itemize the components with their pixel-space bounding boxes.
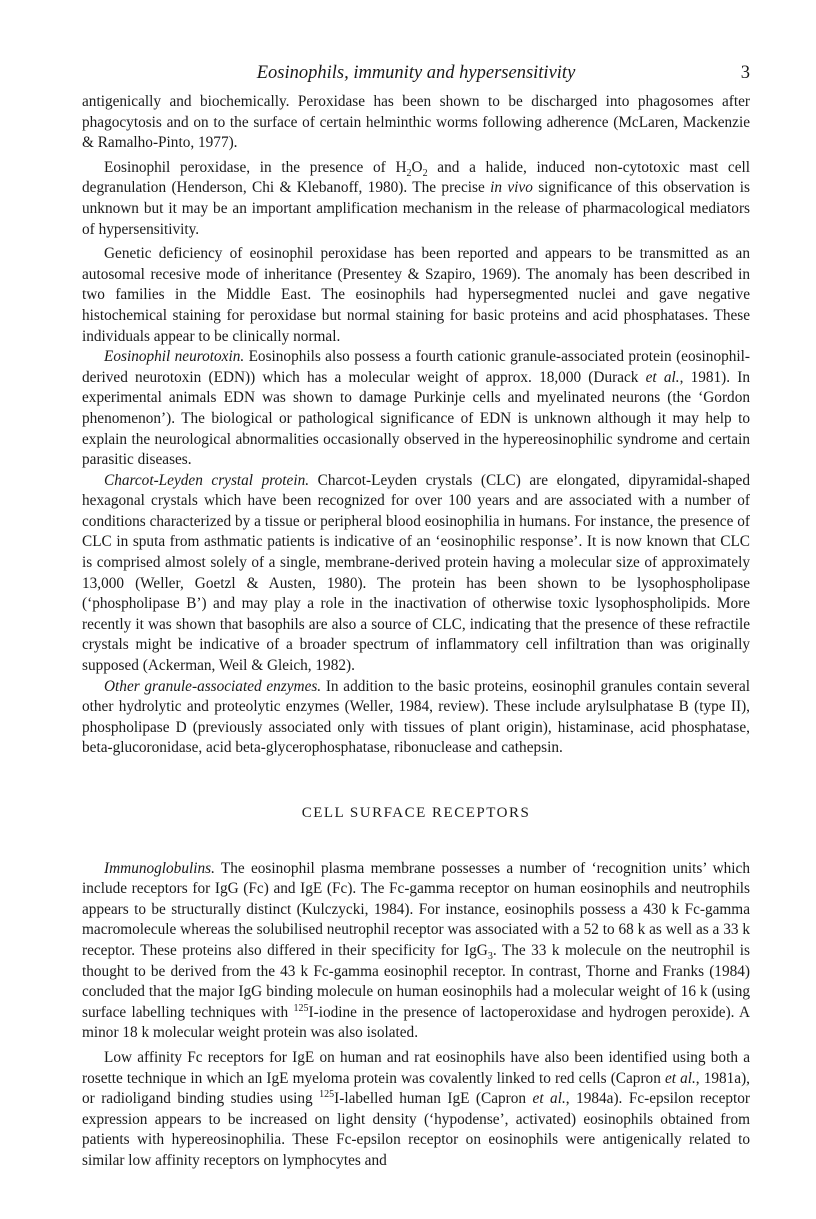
paragraph-ige-receptors: Low affinity Fc receptors for IgE on human and rat eosinophils have also been identified using both a rosette technique in which an IgE myeloma protein was covalently linked to red cells (Capron et al., 1981a), or radioligand binding studies using $^{125}$I-labelled human IgE (Capron et al., 1984a). Fc-epsilon receptor expression appears to be increased on light density (‘hypodense’, activated) eosinophils obtained from patients with hypereosinophilia. These Fc-epsilon receptor on eosinophils were antigenically related to similar low affinity receptors on lymphocytes and bbox=[82, 1048, 751, 1169]
paragraph-1: antigenically and biochemically. Peroxidase has been shown to be discharged into phagosomes after phagocytosis and on to the surface of certain helminthic worms following adherence (McLaren, Mackenzie & Ramalho-Pinto, 1977). bbox=[82, 93, 750, 152]
subheading-charcot-leyden: Charcot-Leyden crystal protein. bbox=[104, 471, 310, 489]
paragraph-immunoglobulins: Immunoglobulins. The eosinophil plasma membrane possesses a number of ‘recognition units’ which include receptors for IgG (Fc) and IgE (Fc). The Fc-gamma receptor on human eosinophils and neutrophils appears to be structurally distinct (Kulczycki, 1984). For instance, eosinophils possess a 430 k Fc-gamma macromolecule whereas the solubilised neutrophil receptor was associated with a 52 to 68 k as well as a 33 k receptor. These proteins also differed in their specificity for IgG$_3$. The 33 k molecule on the neutrophil is thought to be derived from the 43 k Fc-gamma eosinophil receptor. In contrast, Thorne and Franks (1984) concluded that the major IgG binding molecule on human eosinophils had a molecular weight of 16 k (using surface labelling techniques with $^{125}$I-iodine in the presence of lactoperoxidase and hydrogen peroxide). A minor 18 k molecular weight protein was also isolated. bbox=[82, 859, 750, 1042]
subheading-eosinophil-neurotoxin: Eosinophil neurotoxin. bbox=[104, 348, 245, 366]
subheading-immunoglobulins: Immunoglobulins. bbox=[104, 859, 215, 877]
section-heading: CELL SURFACE RECEPTORS bbox=[301, 805, 531, 821]
paragraph-charcot-leyden: Charcot-Leyden crystal protein. Charcot-Leyden crystals (CLC) are elongated, dipyramidal-shaped hexagonal crystals which have been recognized for over 100 years and are associated with a number of conditions characterized by a tissue or peripheral blood eosinophilia in humans. For instance, the presence of CLC in sputa from asthmatic patients is indicative of an ‘eosinophilic response’. It is now known that CLC is comprised almost solely of a single, membrane-derived protein having a molecular size of approximately 13,000 (Weller, Goetzl & Austen, 1980). The protein has been shown to be lysophospholipase (‘phospholipase B’) and may play a role in the inactivation of otherwise toxic lysophospholipids. More recently it was shown that basophils are also a source of CLC, indicating that the presence of these refractile crystals might be indicative of a broader spectrum of inflammatory cell infiltration than was originally supposed (Ackerman, Weil & Gleich, 1982). bbox=[82, 471, 750, 675]
paragraph-granule-enzymes: Other granule-associated enzymes. In addition to the basic proteins, eosinophil granules contain several other hydrolytic and proteolytic enzymes (Weller, 1984, review). These include arylsulphatase B (type II), phospholipase D (previously associated only with tissues of plant origin), histaminase, acid phosphatase, beta-glucoronidase, acid beta-glycerophosphatase, ribonuclease and cathepsin. bbox=[82, 677, 750, 757]
paragraph-3: Genetic deficiency of eosinophil peroxidase has been reported and appears to be transmitted as an autosomal recesive mode of inheritance (Presentey & Szapiro, 1969). The anomaly has been described in two families in the Middle East. The eosinophils had hypersegmented nuclei and gave negative histochemical staining for peroxidase but normal staining for basic proteins and acid phosphatases. These individuals appear to be clinically normal. bbox=[82, 245, 750, 345]
subheading-granule-enzymes: Other granule-associated enzymes. bbox=[104, 677, 322, 695]
paragraph-2: Eosinophil peroxidase, in the presence of $H_2O_2$ and a halide, induced non-cytotoxic mast cell degranulation (Henderson, Chi & Klebanoff, 1980). The precise in vivo significance of this observation is unknown but it may be an important amplification mechanism in the release of pharmacological mediators of hypersensitivity. bbox=[82, 158, 751, 238]
page bbox=[82, 58, 750, 1172]
running-head bbox=[82, 58, 750, 88]
running-title: Eosinophils, immunity and hypersensitivity bbox=[256, 63, 576, 83]
page-number: 3 bbox=[740, 63, 750, 83]
paragraph-eosinophil-neurotoxin: Eosinophil neurotoxin. Eosinophils also possess a fourth cationic granule-associated protein (eosinophil-derived neurotoxin (EDN)) which has a molecular weight of approx. 18,000 (Durack et al., 1981). In experimental animals EDN was shown to damage Purkinje cells and myelinated neurons (the ‘Gordon phenomenon’). The biological or pathological significance of EDN is unknown although it may help to explain the neurological abnormalities occasionally observed in the hypereosinophilic syndrome and certain parasitic diseases. bbox=[82, 348, 751, 469]
